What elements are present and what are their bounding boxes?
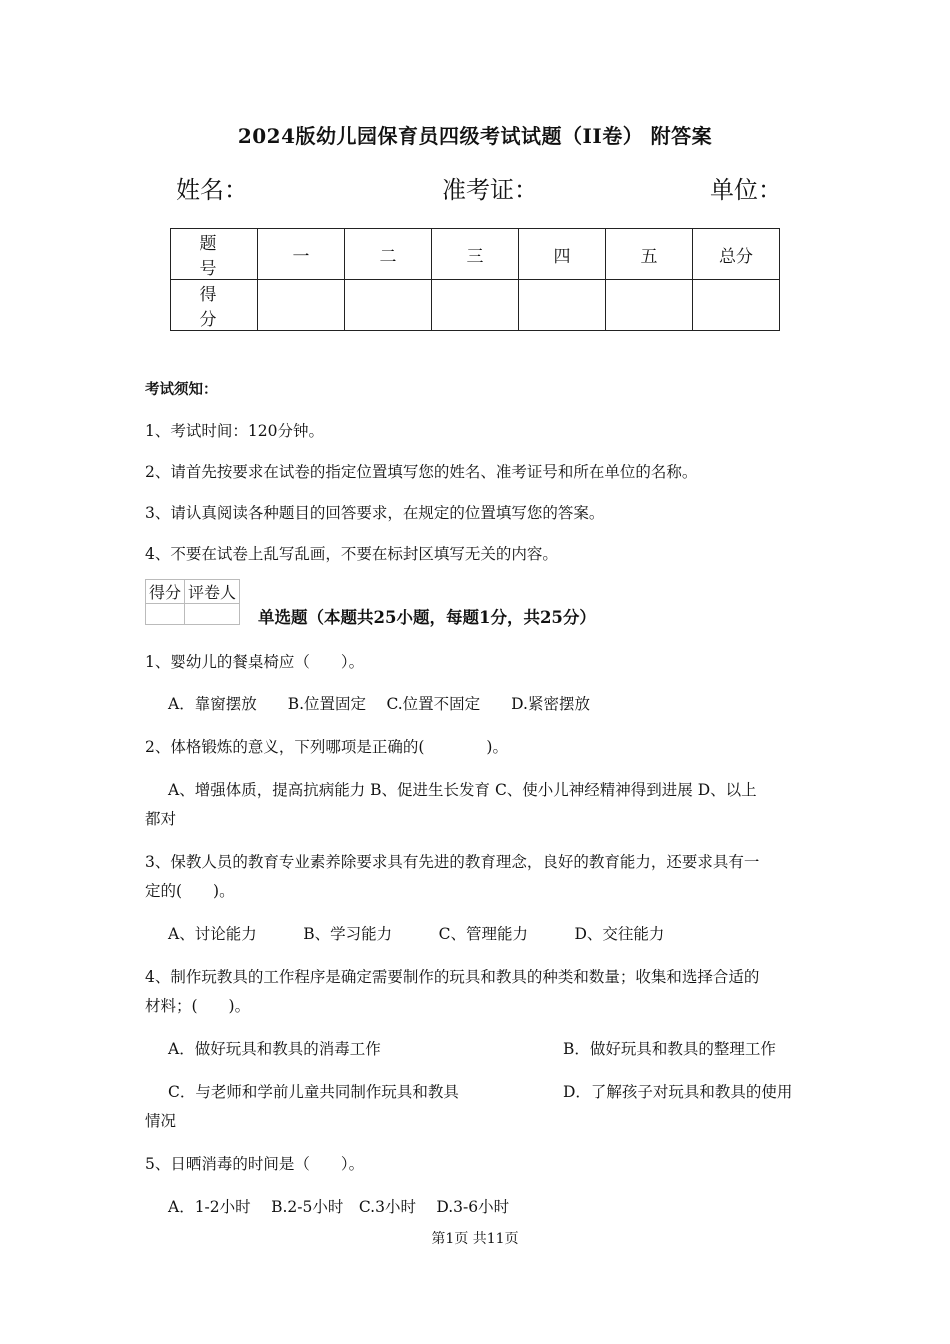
option-d: D．了解孩子对玩具和教具的使用 (563, 1083, 793, 1101)
question-options: A．靠窗摆放 B.位置固定 C.位置不固定 D.紧密摆放 (168, 695, 590, 713)
notice-item: 1、考试时间：120分钟。 (145, 422, 324, 440)
question-options: A、讨论能力 B、学习能力 C、管理能力 D、交往能力 (168, 925, 665, 943)
notice-heading: 考试须知： (145, 381, 218, 398)
column-header: 一 (258, 229, 345, 280)
page-title: 2024版幼儿园保育员四级考试试题（II卷） 附答案 (237, 124, 713, 148)
score-cell (432, 280, 519, 331)
score-cell (519, 280, 606, 331)
grader-name-label: 评卷人 (185, 580, 240, 604)
score-cell (258, 280, 345, 331)
score-table (170, 228, 780, 331)
grader-score-label: 得分 (146, 580, 185, 604)
question-number-label: 题 号 (171, 229, 258, 280)
question-stem-continued: 定的( )。 (145, 882, 235, 900)
column-header: 总分 (693, 229, 780, 280)
option-a: A．做好玩具和教具的消毒工作 (168, 1040, 381, 1058)
question-options: A．1-2小时 B.2-5小时 C.3小时 D.3-6小时 (168, 1198, 510, 1216)
notice-item: 2、请首先按要求在试卷的指定位置填写您的姓名、准考证号和所在单位的名称。 (145, 463, 698, 481)
option-b: B．做好玩具和教具的整理工作 (563, 1040, 776, 1058)
column-header: 三 (432, 229, 519, 280)
score-table-score-row (171, 280, 780, 331)
score-table-header-row (171, 229, 780, 280)
grader-score-cell (146, 604, 185, 625)
column-header: 五 (606, 229, 693, 280)
option-c: C．与老师和学前儿童共同制作玩具和教具 (168, 1083, 459, 1101)
question-stem: 5、日晒消毒的时间是（ ）。 (145, 1155, 365, 1173)
score-cell (693, 280, 780, 331)
exam-id-field-label: 准考证： (442, 176, 538, 204)
question-options-continued: 都对 (145, 810, 177, 828)
column-header: 二 (345, 229, 432, 280)
score-cell (345, 280, 432, 331)
grader-box (145, 579, 240, 625)
grader-name-cell (185, 604, 240, 625)
question-stem: 4、制作玩教具的工作程序是确定需要制作的玩具和教具的种类和数量；收集和选择合适的 (145, 968, 760, 986)
question-stem-continued: 材料；( )。 (145, 997, 251, 1015)
unit-field-label: 单位： (710, 176, 782, 204)
option-d-continued: 情况 (145, 1112, 177, 1130)
question-options: A、增强体质，提高抗病能力 B、促进生长发育 C、使小儿神经精神得到进展 D、以上 (168, 781, 757, 799)
question-stem: 1、婴幼儿的餐桌椅应（ ）。 (145, 653, 365, 671)
score-label: 得 分 (171, 280, 258, 331)
question-stem: 3、保教人员的教育专业素养除要求具有先进的教育理念，良好的教育能力，还要求具有一 (145, 853, 760, 871)
column-header: 四 (519, 229, 606, 280)
page-footer: 第1页 共11页 (431, 1231, 519, 1247)
name-field-label: 姓名： (176, 176, 248, 204)
score-cell (606, 280, 693, 331)
notice-item: 4、不要在试卷上乱写乱画，不要在标封区填写无关的内容。 (145, 545, 558, 563)
notice-item: 3、请认真阅读各种题目的回答要求，在规定的位置填写您的答案。 (145, 504, 605, 522)
section-title: 单选题（本题共25小题，每题1分，共25分） (258, 608, 596, 627)
question-stem: 2、体格锻炼的意义，下列哪项是正确的( )。 (145, 738, 508, 756)
